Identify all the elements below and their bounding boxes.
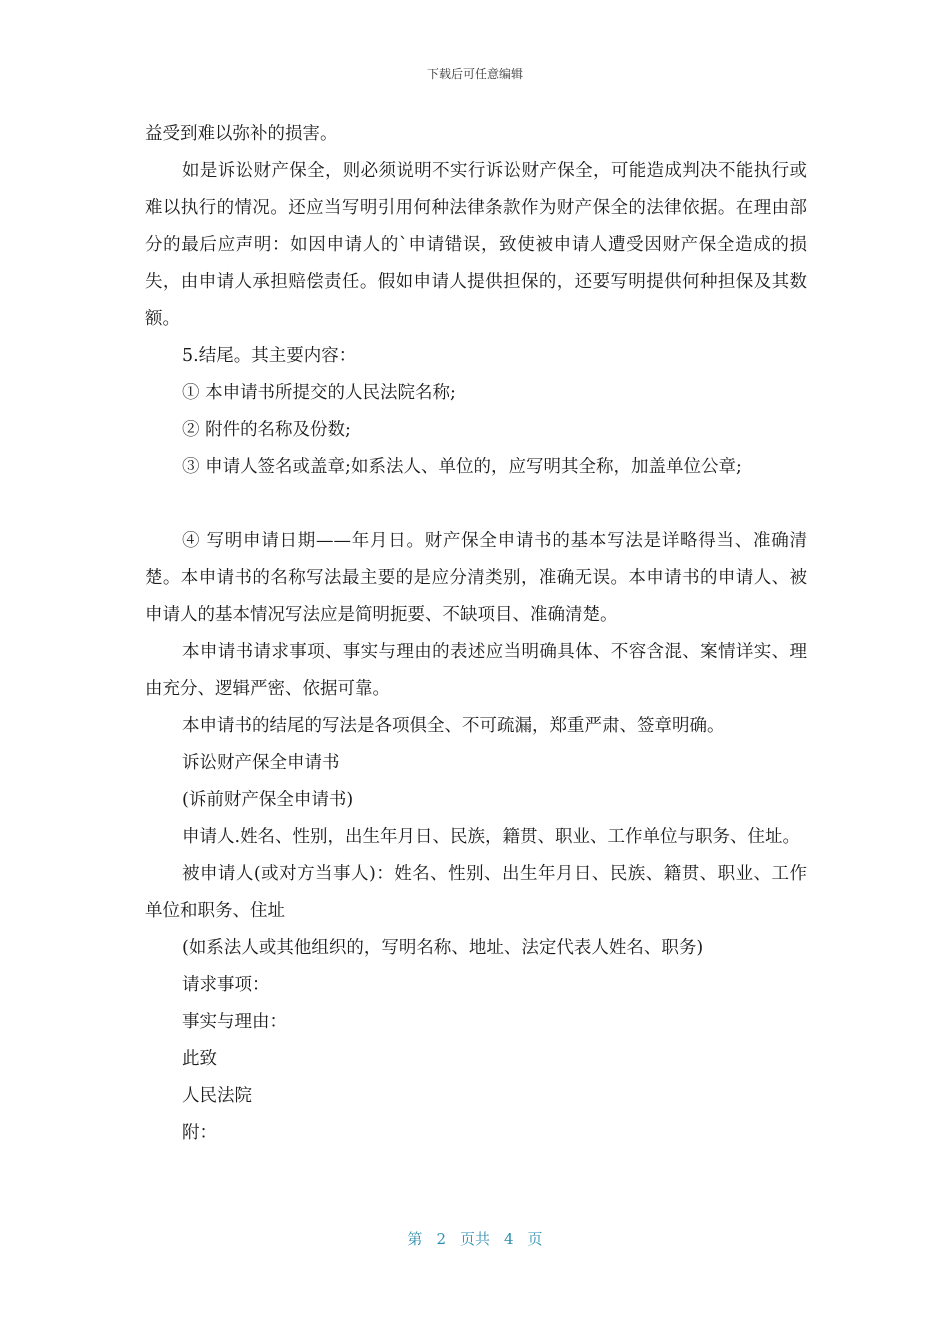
template-title: 诉讼财产保全申请书	[182, 753, 340, 773]
page-footer	[0, 1229, 950, 1249]
footer-label-ye-gong: 页共	[459, 1230, 490, 1248]
header-text: 下载后可任意编辑	[426, 67, 523, 81]
applicant-line: 申请人.姓名、性别，出生年月日、民族，籍贯、职业、工作单位与职务、住址。	[182, 827, 801, 847]
footer-label-di: 第	[407, 1230, 423, 1248]
paragraph: 如是诉讼财产保全，则必须说明不实行诉讼财产保全，可能造成判决不能执行或难以执行的情况。还应当写明引用何种法律条款作为财产保全的法律依据。在理由部分的最后应声明：如因申请人的`申请错误，致使被申请人遭受因财产保全造成的损失，由申请人承担赔偿责任。假如申请人提供担保的，还要写明提供何种担保及其数额。	[145, 161, 807, 329]
note-line: (如系法人或其他组织的，写明名称、地址、法定代表人姓名、职务)	[182, 938, 704, 958]
list-item: ③ 申请人签名或盖章;如系法人、单位的，应写明其全称，加盖单位公章;	[182, 457, 742, 477]
blank-line	[145, 486, 807, 523]
list-item: ① 本申请书所提交的人民法院名称;	[182, 383, 456, 403]
court-name: 人民法院	[182, 1086, 252, 1106]
list-item: ② 附件的名称及份数;	[182, 420, 351, 440]
section-heading: 5.结尾。其主要内容：	[182, 346, 357, 366]
respondent-line: 被申请人(或对方当事人)：姓名、性别、出生年月日、民族、籍贯、职业、工作单位和职务、住址	[145, 864, 807, 921]
list-item: ④ 写明申请日期——年月日。财产保全申请书的基本写法是详略得当、准确清楚。本申请书的名称写法最主要的是应分清类别，准确无误。本申请书的申请人、被申请人的基本情况写法应是简明扼要、不缺项目、准确清楚。	[145, 531, 807, 625]
facts-reasons-label: 事实与理由：	[182, 1012, 287, 1032]
footer-label-ye: 页	[527, 1230, 543, 1248]
salutation: 此致	[182, 1049, 217, 1069]
attachment-label: 附：	[182, 1123, 217, 1143]
request-items-label: 请求事项：	[182, 975, 270, 995]
template-subtitle: (诉前财产保全申请书)	[182, 790, 354, 810]
paragraph: 本申请书请求事项、事实与理由的表述应当明确具体、不容含混、案情详实、理由充分、逻辑严密、依据可靠。	[145, 642, 807, 699]
current-page-number: 2	[436, 1230, 446, 1248]
total-page-number: 4	[504, 1230, 514, 1248]
page-header	[0, 66, 950, 82]
paragraph: 本申请书的结尾的写法是各项俱全、不可疏漏，郑重严肃、签章明确。	[182, 716, 725, 736]
paragraph: 益受到难以弥补的损害。	[145, 124, 338, 144]
document-body	[145, 116, 807, 1152]
